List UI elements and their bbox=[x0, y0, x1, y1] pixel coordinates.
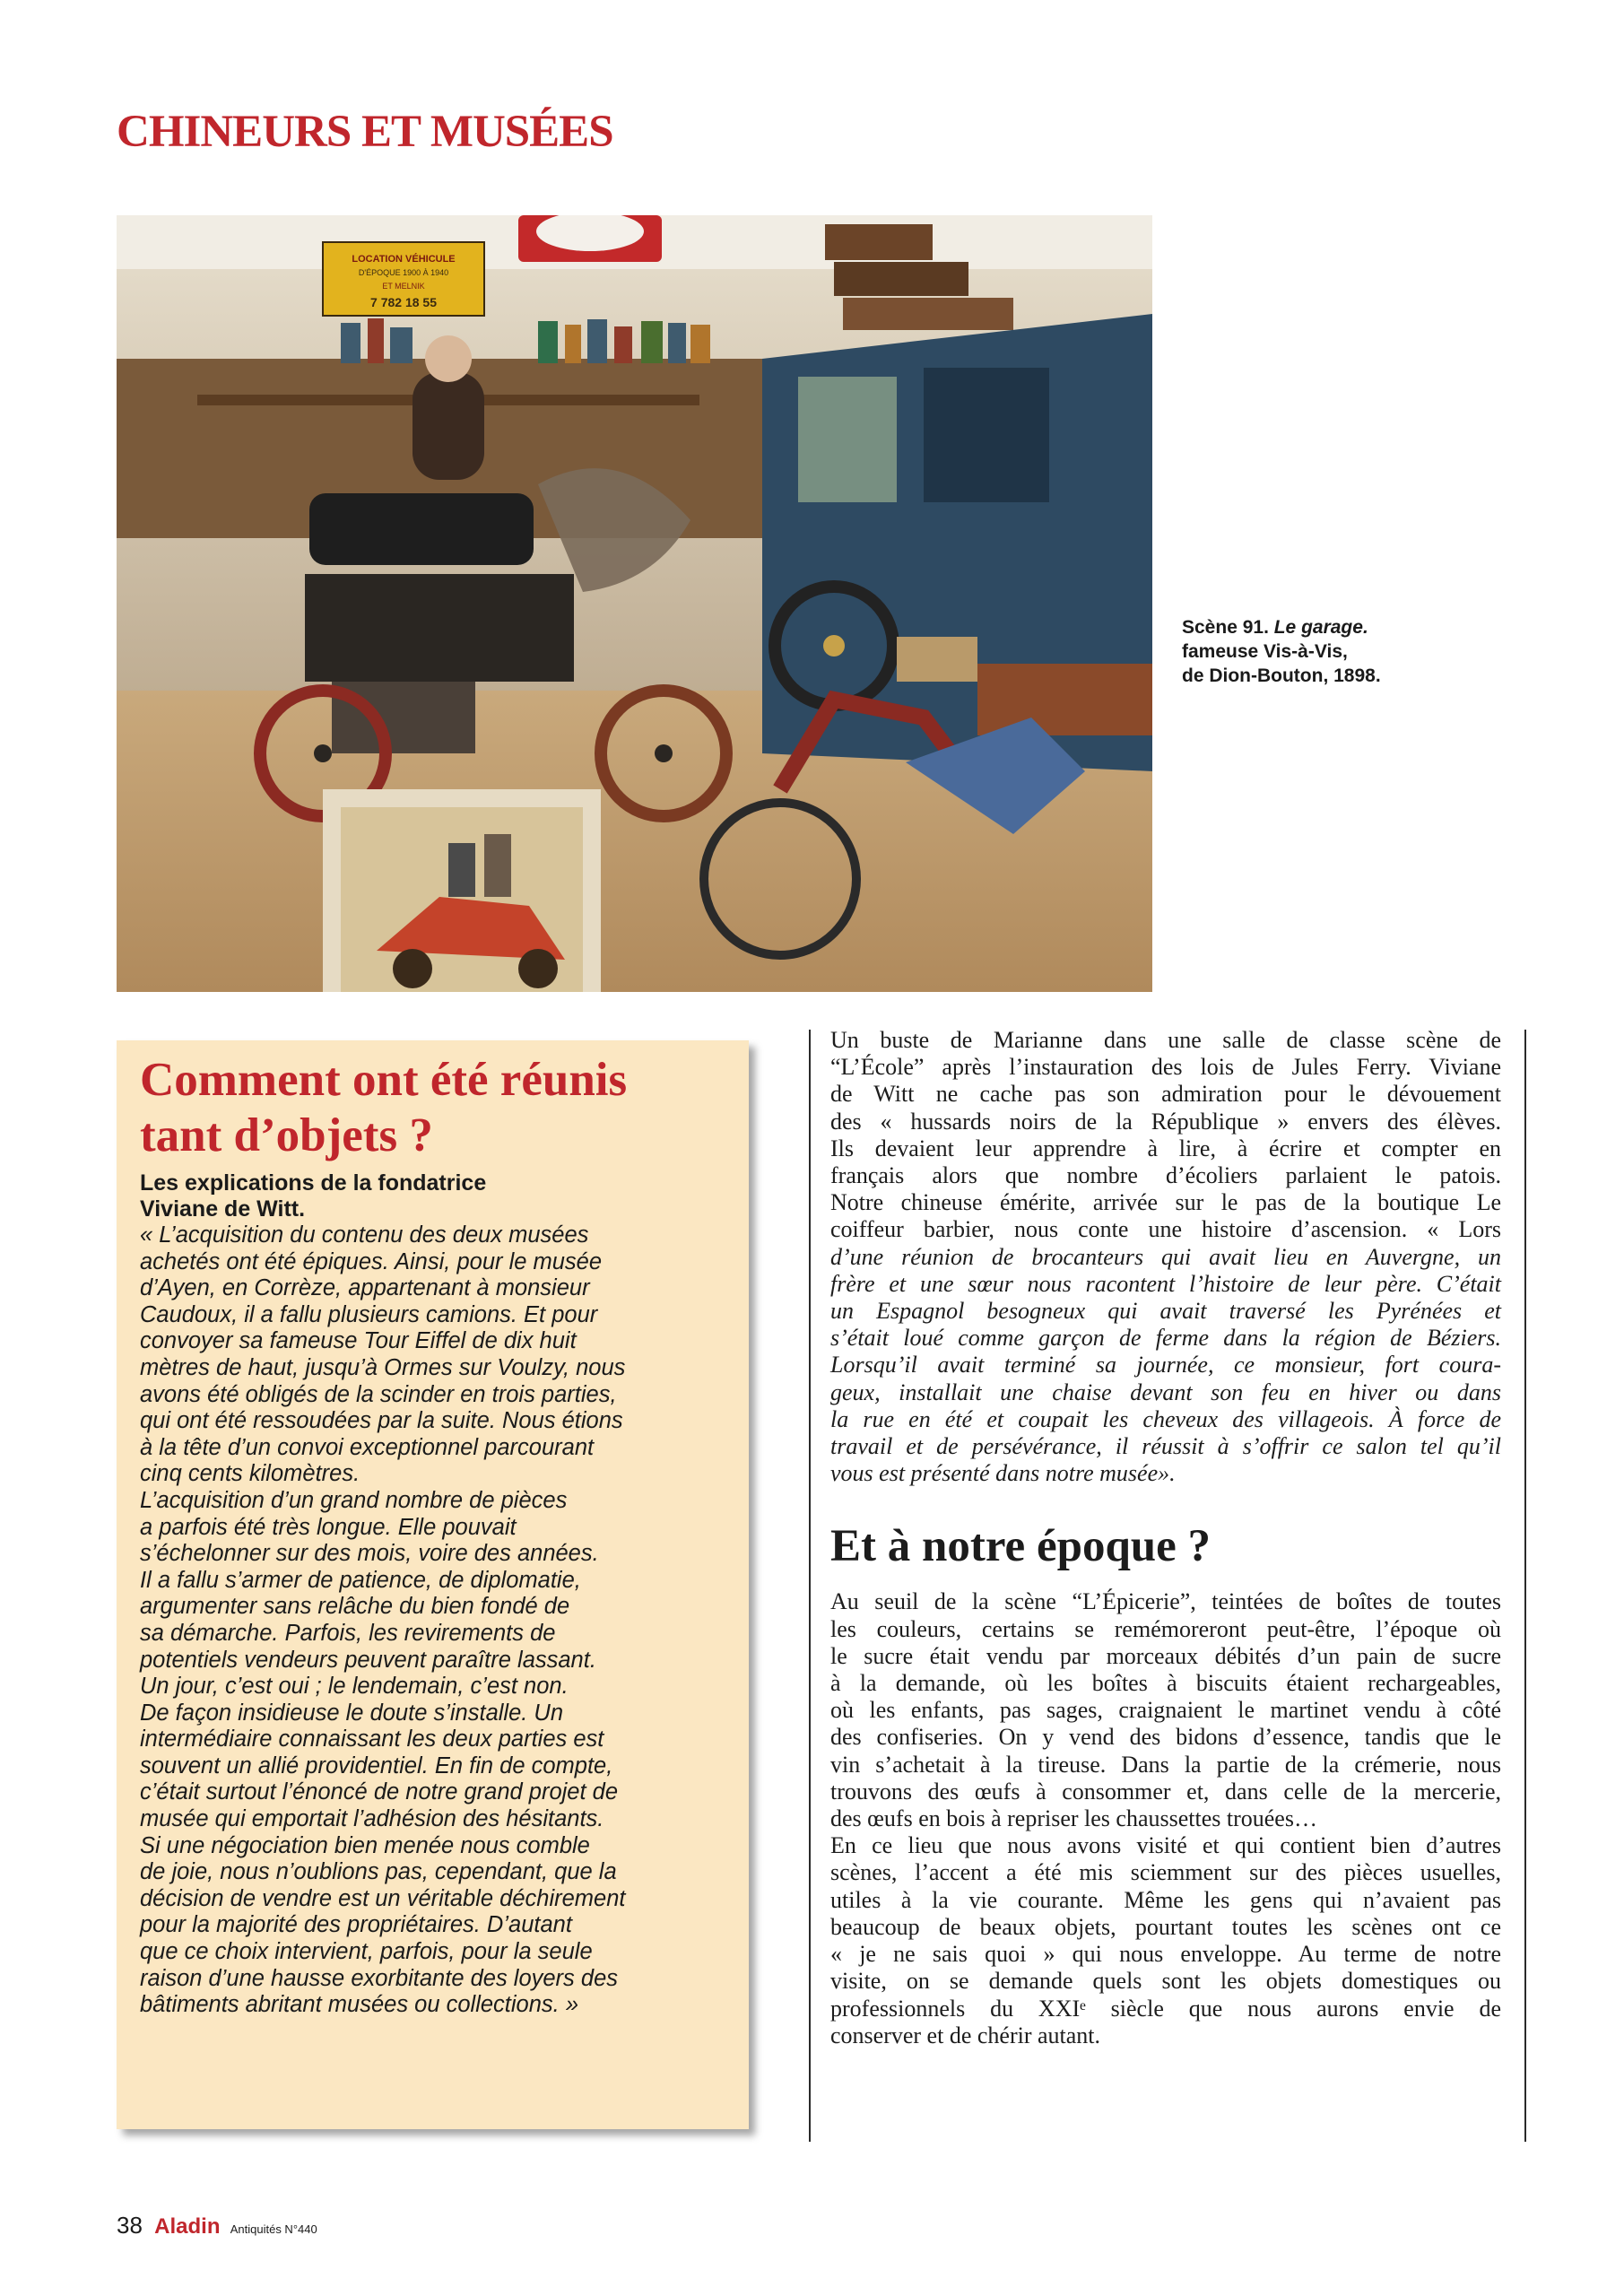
article-line: coiffeur barbier, nous conte une histoire d’ascension. « Lors bbox=[830, 1216, 1501, 1243]
page-number: 38 bbox=[117, 2212, 143, 2239]
article-line: vous est présenté dans notre musée». bbox=[830, 1460, 1176, 1487]
quote-line: « L’acquisition du contenu des deux musées bbox=[140, 1222, 589, 1248]
article-line: beaucoup de beaux objets, pourtant toutes les scènes ont ce bbox=[830, 1913, 1501, 1940]
quote-line: a parfois été très longue. Elle pouvait bbox=[140, 1514, 517, 1540]
sidebar-subtitle-line-1: Les explications de la fondatrice bbox=[140, 1170, 487, 1196]
article-paragraph-1 bbox=[830, 1027, 1501, 1487]
sidebar-subtitle-line-2: Viviane de Witt. bbox=[140, 1196, 306, 1222]
article-line: vin s’achetait à la tireuse. Dans la partie de la crémerie, nous bbox=[830, 1751, 1501, 1778]
article-line: scènes, l’accent a été mis sciemment sur des pièces usuelles, bbox=[830, 1859, 1501, 1886]
article-line: visite, on se demande quels sont les objets domestiques ou bbox=[830, 1968, 1501, 1995]
quote-line: bâtiments abritant musées ou collections. » bbox=[140, 1992, 579, 2018]
sidebar-title-line-2: tant d’objets ? bbox=[140, 1109, 433, 1161]
article-paragraph-3 bbox=[830, 1832, 1501, 2049]
quote-line: pour la majorité des propriétaires. D’autant bbox=[140, 1912, 572, 1938]
article-line: à la demande, où les boîtes à biscuits étaient rechargeables, bbox=[830, 1670, 1501, 1697]
issue-number: Antiquités N°440 bbox=[230, 2222, 317, 2236]
quote-line: avons été obligés de la scinder en trois parties, bbox=[140, 1381, 617, 1407]
article-line: de Witt ne cache pas son admiration pour le dévouement bbox=[830, 1081, 1501, 1108]
article-line: Ils devaient leur apprendre à lire, à écrire et compter en bbox=[830, 1135, 1501, 1161]
sign-line-2: D'ÉPOQUE 1900 À 1940 bbox=[358, 268, 449, 277]
article-line: trouvons des œufs à consommer et, dans celle de la mercerie, bbox=[830, 1778, 1501, 1805]
sign-line-3: ET MELNIK bbox=[382, 282, 425, 291]
article-line: utiles à la vie courante. Même les gens qui n’avaient pas bbox=[830, 1886, 1501, 1913]
quote-line: de joie, nous n’oublions pas, cependant, que la bbox=[140, 1859, 617, 1885]
article-line: la rue en été et coupait les cheveux des villageois. À force de bbox=[830, 1405, 1501, 1432]
article-line: frère et une sœur nous racontent l’histoire de leur père. C’était bbox=[830, 1270, 1501, 1297]
article-line: “L’École” après l’instauration des lois de Jules Ferry. Viviane bbox=[830, 1054, 1501, 1081]
caption-prefix: Scène 91. bbox=[1182, 617, 1274, 638]
quote-line: souvent un allié providentiel. En fin de compte, bbox=[140, 1752, 613, 1779]
quote-line: d’Ayen, en Corrèze, appartenant à monsieur bbox=[140, 1275, 590, 1301]
quote-line: achetés ont été épiques. Ainsi, pour le musée bbox=[140, 1248, 603, 1274]
column-rule-right bbox=[1524, 1030, 1526, 2142]
interview-sidebar bbox=[117, 1040, 749, 2129]
article-line: conserver et de chérir autant. bbox=[830, 2022, 1101, 2048]
article-line: des œufs en bois à repriser les chaussettes trouées… bbox=[830, 1805, 1317, 1832]
quote-line: Si une négociation bien menée nous comble bbox=[140, 1832, 590, 1858]
article-line: des « hussards noirs de la République » envers des élèves. bbox=[830, 1108, 1501, 1135]
sign-line-4: 7 782 18 55 bbox=[370, 295, 437, 309]
garage-scene-photo bbox=[117, 215, 1152, 992]
article-paragraph-2 bbox=[830, 1588, 1501, 1832]
article-column bbox=[830, 1027, 1501, 2049]
quote-line: sa démarche. Parfois, les revirements de bbox=[140, 1620, 556, 1646]
article-line: des confiseries. On y vend des bidons d’essence, tandis que le bbox=[830, 1724, 1501, 1751]
page-footer bbox=[117, 2212, 317, 2239]
caption-line-2: fameuse Vis-à-Vis, bbox=[1182, 641, 1348, 662]
sign-line-1: LOCATION VÉHICULE bbox=[352, 254, 456, 265]
article-line: le sucre était vendu par morceaux débités d’un pain de sucre bbox=[830, 1642, 1501, 1669]
article-line: geux, installait une chaise devant son feu en hiver ou dans bbox=[830, 1378, 1501, 1405]
article-line: professionnels du XXIᵉ siècle que nous aurons envie de bbox=[830, 1995, 1501, 2022]
brand-name: Aladin bbox=[154, 2214, 221, 2239]
quote-line: musée qui emportait l’adhésion des hésitants. bbox=[140, 1806, 604, 1832]
quote-line: Caudoux, il a fallu plusieurs camions. Et pour bbox=[140, 1301, 598, 1327]
article-line: français alors que nombre d’écoliers parlaient le patois. bbox=[830, 1162, 1501, 1189]
quote-line: intermédiaire connaissant les deux parties est bbox=[140, 1726, 604, 1752]
quote-line: que ce choix intervient, parfois, pour la seule bbox=[140, 1939, 593, 1965]
sidebar-subtitle bbox=[140, 1170, 727, 1222]
quote-line: De façon insidieuse le doute s’installe. Un bbox=[140, 1700, 564, 1726]
sidebar-title bbox=[140, 1052, 727, 1163]
article-line: Notre chineuse émérite, arrivée sur le pas de la boutique Le bbox=[830, 1189, 1501, 1216]
article-line: En ce lieu que nous avons visité et qui contient bien d’autres bbox=[830, 1832, 1501, 1859]
article-line: un Espagnol besogneux qui avait traversé les Pyrénées et bbox=[830, 1298, 1501, 1325]
quote-line: mètres de haut, jusqu’à Ormes sur Voulzy, nous bbox=[140, 1354, 626, 1380]
article-line: où les enfants, pas sages, craignaient le martinet vendu à côté bbox=[830, 1697, 1501, 1724]
quote-line: L’acquisition d’un grand nombre de pièces bbox=[140, 1487, 568, 1513]
article-line: les couleurs, certains se remémoreront peut-être, l’époque où bbox=[830, 1615, 1501, 1642]
quote-line: potentiels vendeurs peuvent paraître lassant. bbox=[140, 1647, 596, 1673]
quote-line: c’était surtout l’énoncé de notre grand projet de bbox=[140, 1779, 619, 1805]
quote-line: cinq cents kilomètres. bbox=[140, 1461, 360, 1487]
article-line: Un buste de Marianne dans une salle de classe scène de bbox=[830, 1027, 1501, 1053]
article-line: travail et de persévérance, il réussit à s’offrir ce salon tel qu’il bbox=[830, 1433, 1501, 1460]
quote-line: s’échelonner sur des mois, voire des années. bbox=[140, 1541, 599, 1567]
quote-line: raison d’une hausse exorbitante des loyers des bbox=[140, 1965, 618, 1991]
quote-line: qui ont été ressoudées par la suite. Nous étions bbox=[140, 1408, 623, 1434]
quote-line: décision de vendre est un véritable déchirement bbox=[140, 1885, 626, 1911]
quote-line: argumenter sans relâche du bien fondé de bbox=[140, 1594, 570, 1620]
sidebar-quote bbox=[140, 1222, 727, 2019]
article-line: Au seuil de la scène “L’Épicerie”, teintées de boîtes de toutes bbox=[830, 1588, 1501, 1615]
sidebar-title-line-1: Comment ont été réunis bbox=[140, 1054, 628, 1106]
article-line: d’une réunion de brocanteurs qui avait lieu en Auvergne, un bbox=[830, 1243, 1501, 1270]
quote-line: Un jour, c’est oui ; le lendemain, c’est non. bbox=[140, 1674, 569, 1700]
article-line: Lorsqu’il avait terminé sa journée, ce monsieur, fort coura- bbox=[830, 1352, 1501, 1378]
section-title: CHINEURS ET MUSÉES bbox=[117, 107, 613, 157]
caption-line-3: de Dion-Bouton, 1898. bbox=[1182, 665, 1381, 686]
article-subheading: Et à notre époque ? bbox=[830, 1521, 1211, 1572]
caption-title: Le garage. bbox=[1273, 617, 1368, 638]
photo-caption bbox=[1182, 615, 1478, 688]
quote-line: à la tête d’un convoi exceptionnel parcourant bbox=[140, 1434, 595, 1460]
quote-line: convoyer sa fameuse Tour Eiffel de dix huit bbox=[140, 1328, 577, 1354]
article-line: « je ne sais quoi » qui nous enveloppe. Au terme de notre bbox=[830, 1941, 1501, 1968]
column-rule-left bbox=[809, 1030, 811, 2142]
quote-line: Il a fallu s’armer de patience, de diplomatie, bbox=[140, 1567, 581, 1593]
article-line: s’était loué comme garçon de ferme dans la région de Béziers. bbox=[830, 1325, 1501, 1352]
